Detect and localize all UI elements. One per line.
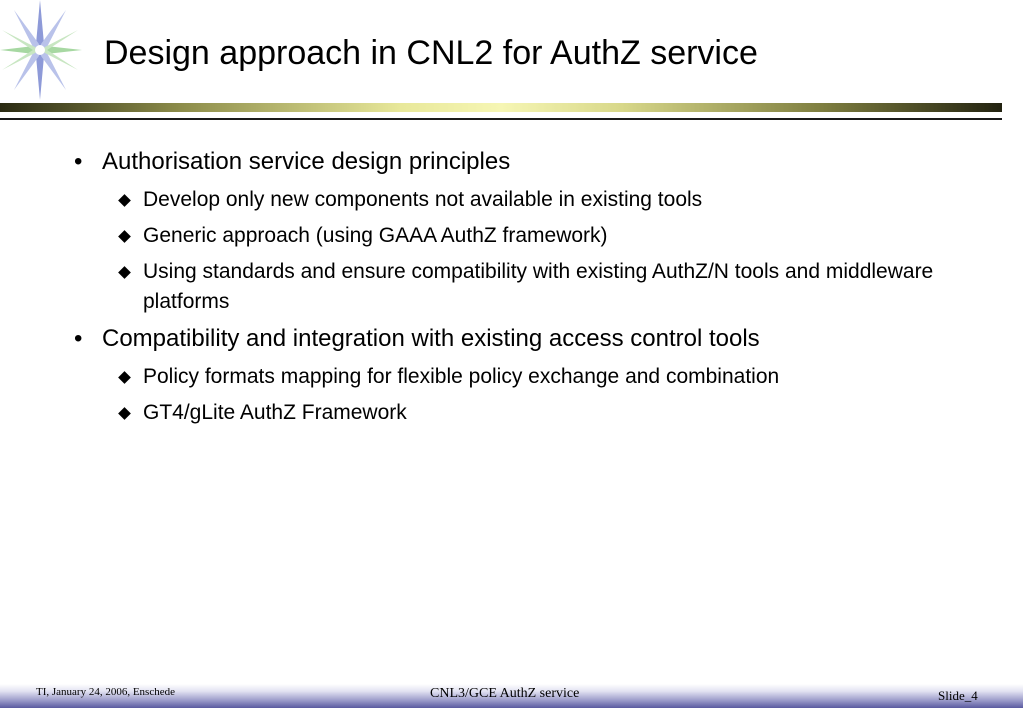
diamond-bullet-icon <box>118 230 131 243</box>
title-underline-bar <box>0 103 1002 112</box>
bullet-dot: • <box>74 325 83 352</box>
title-rule <box>0 118 1002 120</box>
bullet-1-text: Authorisation service design principles <box>102 148 511 175</box>
starburst-icon <box>0 0 86 104</box>
footer-date-location: TI, January 24, 2006, Enschede <box>36 686 175 698</box>
footer-title: CNL3/GCE AuthZ service <box>430 686 580 701</box>
bullet-2-sub-2: GT4/gLite AuthZ Framework <box>143 401 407 424</box>
diamond-bullet-icon <box>118 194 131 207</box>
diamond-bullet-icon <box>118 266 131 279</box>
bullet-1-sub-1: Develop only new components not available in existing tools <box>143 188 703 211</box>
slide-title: Design approach in CNL2 for AuthZ service <box>104 34 758 72</box>
slide-number: Slide_4 <box>938 688 978 703</box>
bullet-1-sub-2: Generic approach (using GAAA AuthZ framework) <box>143 224 608 247</box>
diamond-bullet-icon <box>118 407 131 420</box>
bullet-1-sub-3: Using standards and ensure compatibility with existing AuthZ/N tools and middleware platforms <box>143 260 934 313</box>
bullet-2-text: Compatibility and integration with existing access control tools <box>102 325 760 352</box>
bullet-2-sub-1: Policy formats mapping for flexible policy exchange and combination <box>143 365 780 388</box>
bullet-dot: • <box>74 148 83 175</box>
diamond-bullet-icon <box>118 371 131 384</box>
